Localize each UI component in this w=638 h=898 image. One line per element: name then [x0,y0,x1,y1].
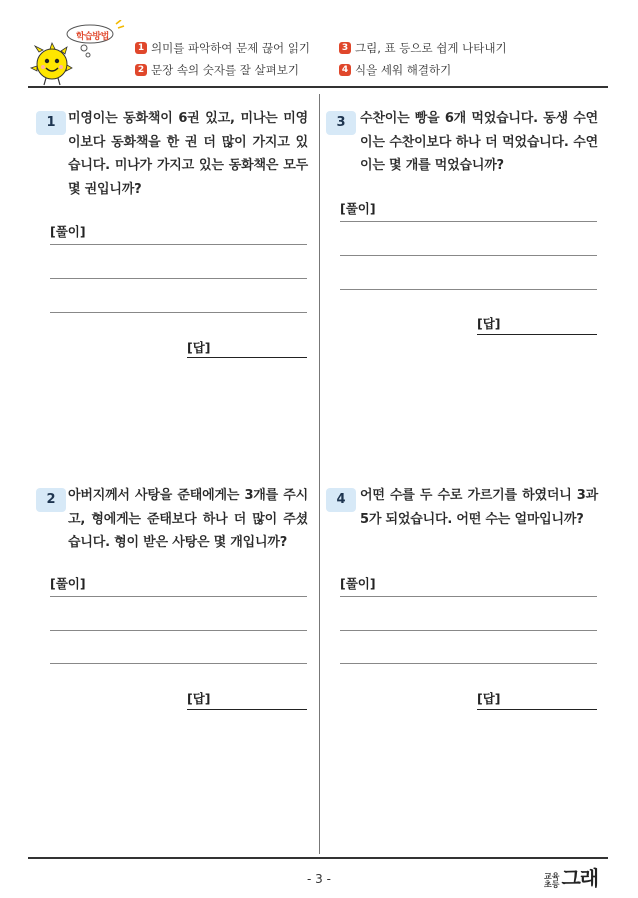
page-number: - 3 - [307,872,331,886]
answer-label: [답] [477,691,501,706]
tip-text: 식을 세워 해결하기 [355,63,452,77]
solution-label: [풀이] [50,576,86,591]
solution-label: [풀이] [340,201,376,216]
brand-logo [544,867,598,889]
problem-text-2: 아버지께서 사탕을 준태에게는 3개를 주시고, 형에게는 준태보다 하나 더 많이 주셨습니다. 형이 받은 사탕은 몇 개입니까? [68,488,308,550]
solution-label: [풀이] [340,576,376,591]
problem-text-1: 미영이는 동화책이 6권 있고, 미나는 미영이보다 동화책을 한 권 더 많이 가지고 있습니다. 미나가 가지고 있는 동화책은 모두 몇 권입니까? [68,111,308,197]
answer-line [187,357,307,358]
solution-line [50,312,307,313]
answer-line [477,334,597,335]
tip-3 [339,40,507,56]
solution-line [50,630,307,631]
problem-number-4: 4 [326,488,356,512]
tip-number-badge: 4 [339,64,351,76]
solution-line [340,221,597,222]
column-divider [319,94,320,854]
brand-name: 그래 [561,866,599,890]
tip-number-badge: 2 [135,64,147,76]
answer-label: [답] [187,340,211,355]
problem-text-4: 어떤 수를 두 수로 가르기를 하였더니 3과 5가 되었습니다. 어떤 수는 얼마입니까? [360,488,598,527]
answer-line [477,709,597,710]
brand-small-text-2: 초등 [544,880,560,889]
solution-line [50,663,307,664]
answer-label: [답] [477,316,501,331]
answer-label: [답] [187,691,211,706]
solution-line [340,289,597,290]
problem-number-2: 2 [36,488,66,512]
footer-divider [28,857,608,859]
tip-number-badge: 1 [135,42,147,54]
tip-4 [339,62,451,78]
tip-2 [135,62,299,78]
problem-text-3: 수찬이는 빵을 6개 먹었습니다. 동생 수연이는 수찬이보다 하나 더 먹었습니다. 수연이는 몇 개를 먹었습니까? [360,111,598,173]
problem-number-3: 3 [326,111,356,135]
solution-line [50,596,307,597]
tip-1 [135,40,310,56]
brand-small-text-1: 교육 [544,872,560,881]
solution-line [50,244,307,245]
problem-number-1: 1 [36,111,66,135]
solution-line [340,596,597,597]
solution-line [50,278,307,279]
tip-text: 그림, 표 등으로 쉽게 나타내기 [355,41,507,55]
study-method-tag: 학습방법 [76,32,109,42]
tip-text: 의미를 파악하여 문제 끊어 읽기 [151,41,311,55]
header-divider [28,86,608,88]
solution-line [340,663,597,664]
solution-label: [풀이] [50,224,86,239]
solution-line [340,255,597,256]
answer-line [187,709,307,710]
tip-text: 문장 속의 숫자를 잘 살펴보기 [151,63,299,77]
solution-line [340,630,597,631]
tip-number-badge: 3 [339,42,351,54]
